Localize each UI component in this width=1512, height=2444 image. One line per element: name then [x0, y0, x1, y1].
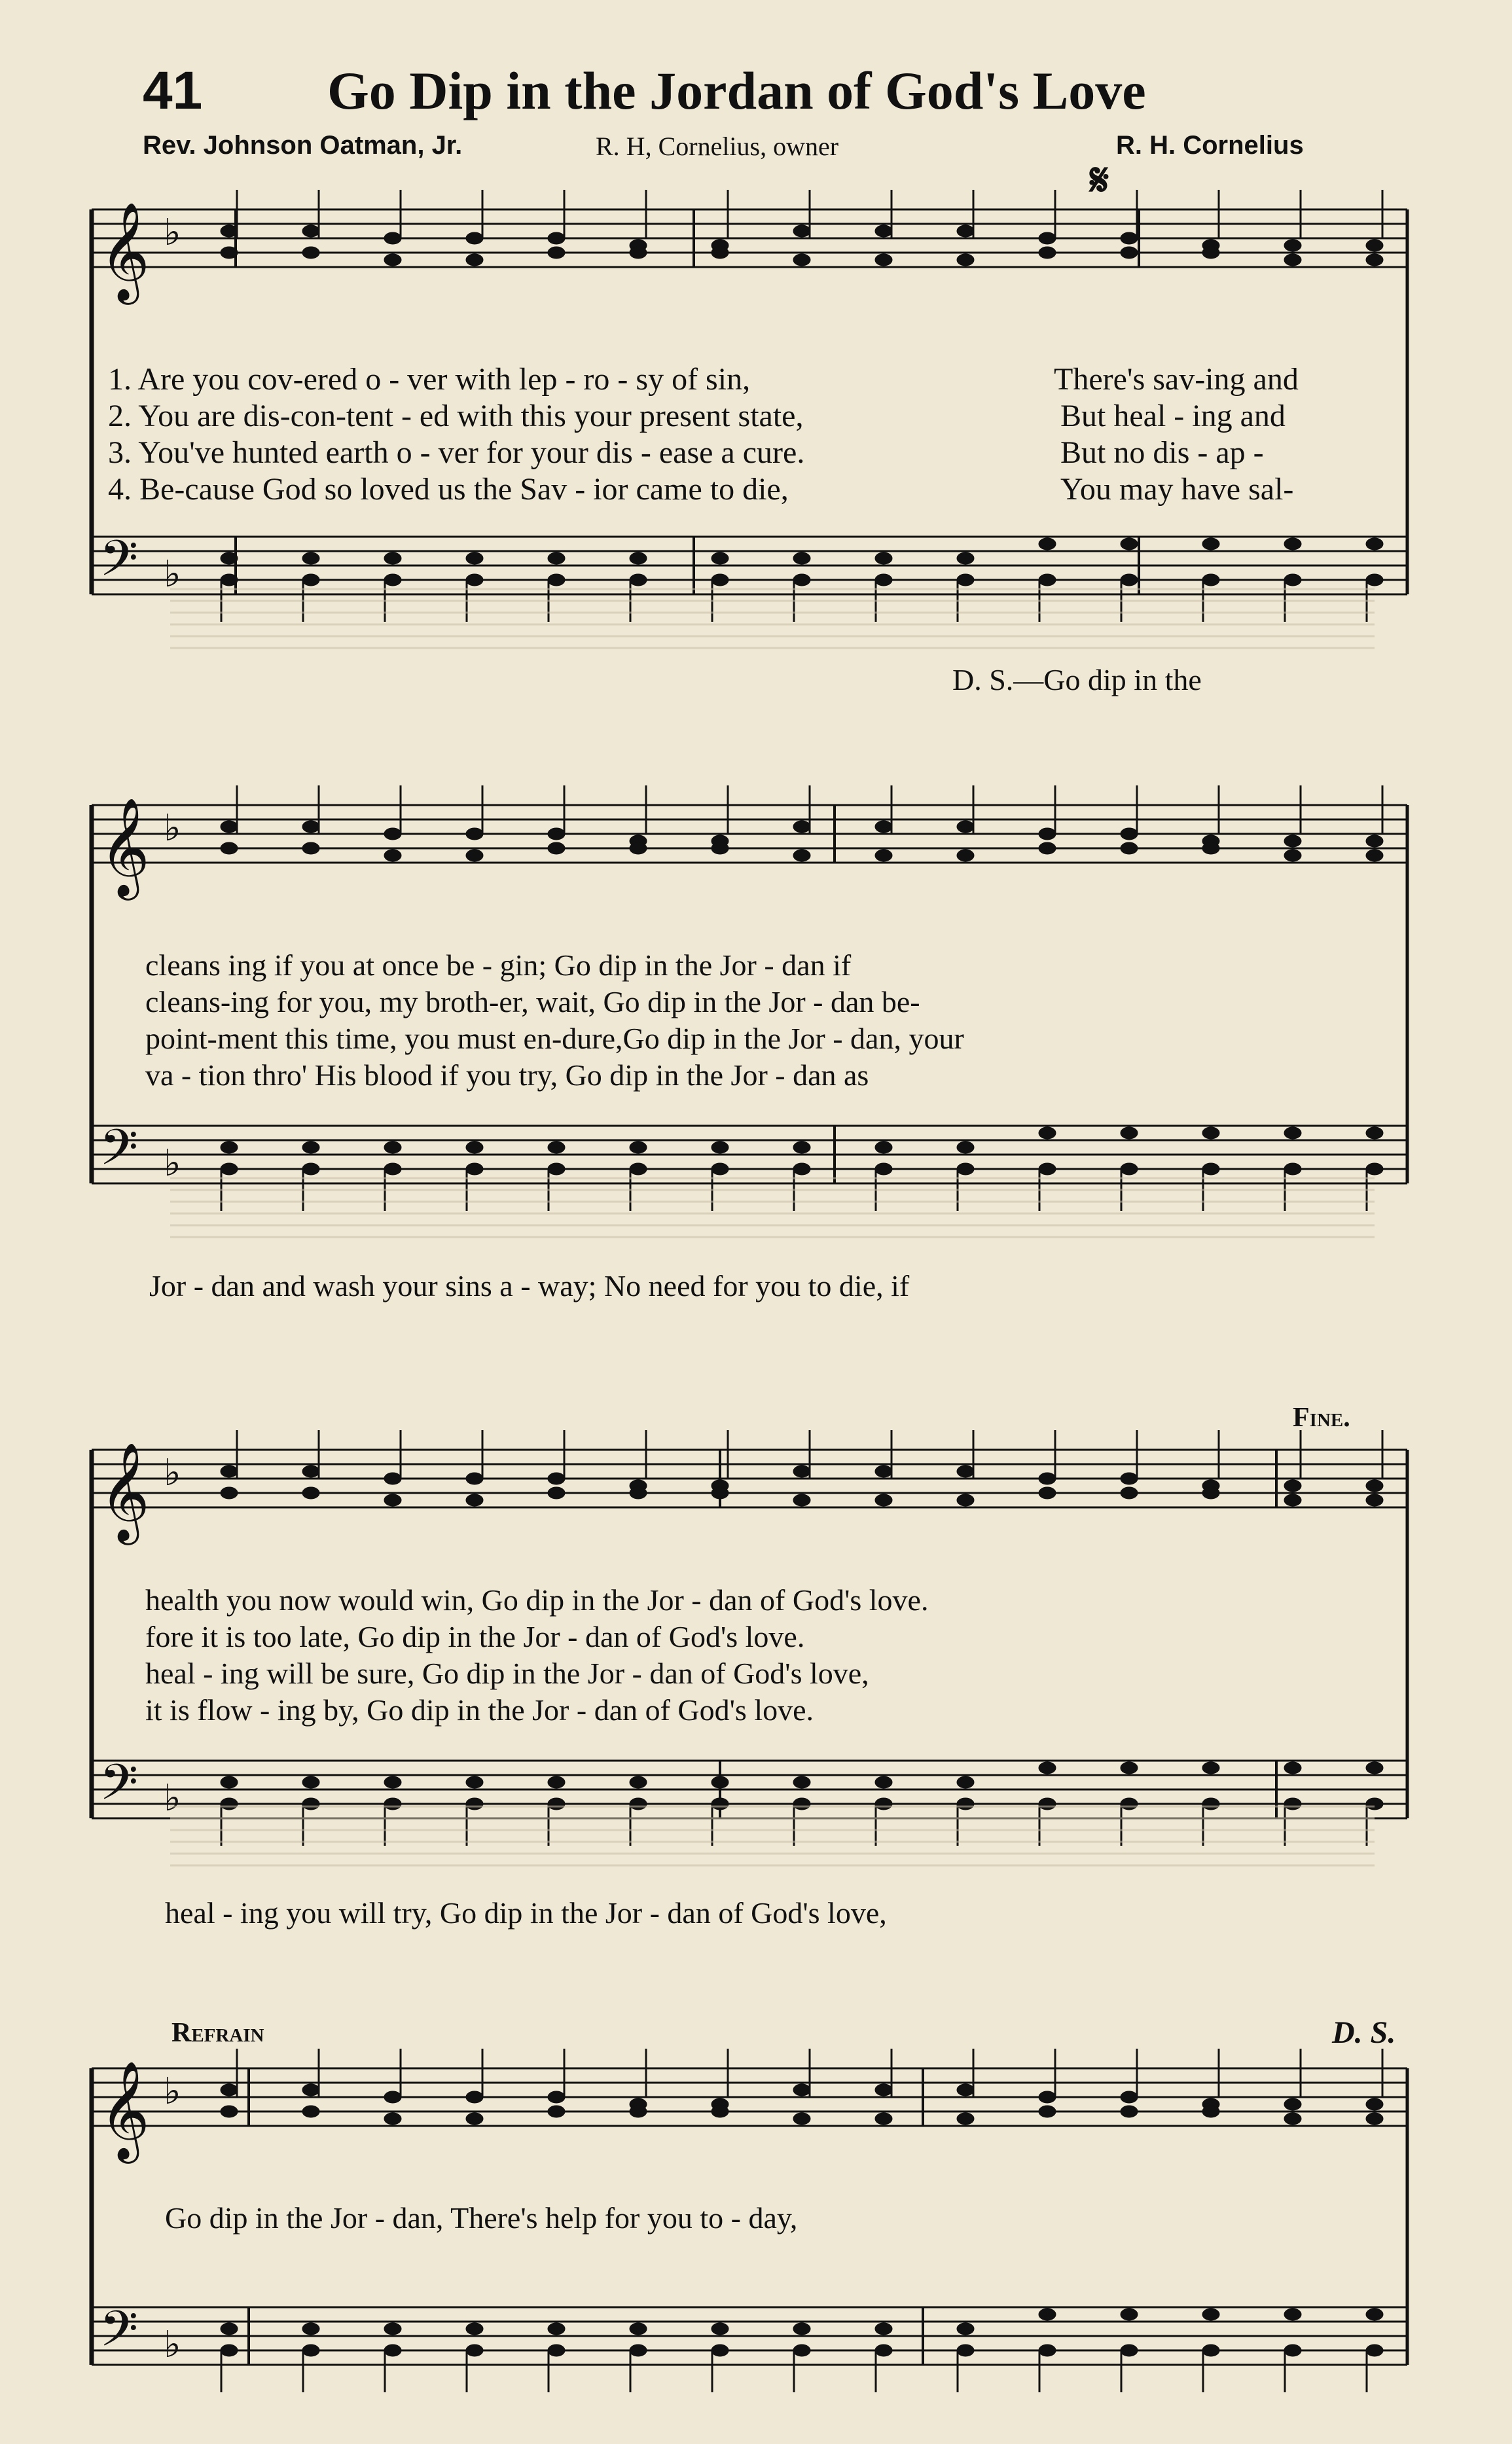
note-head: [466, 2345, 483, 2356]
verse-1-line-2: cleans ing if you at once be - gin; Go dip in the Jor - dan if: [145, 948, 852, 982]
note-head: [302, 1776, 319, 1788]
note-head: [384, 2345, 401, 2356]
segno-sign: 𝄋: [1090, 155, 1109, 205]
note-head: [711, 1487, 729, 1499]
verse-4-line-2: va - tion thro' His blood if you try, Go dip in the Jor - dan as: [145, 1058, 869, 1092]
note-head: [1366, 835, 1383, 847]
note-head: [630, 2323, 647, 2335]
note-head: [221, 842, 238, 854]
note-head: [875, 1776, 892, 1788]
note-head: [875, 1163, 892, 1175]
note-head: [302, 2323, 319, 2335]
note-head: [1366, 2345, 1383, 2356]
note-head: [1039, 2309, 1056, 2320]
ds-mark: D. S.: [1332, 2015, 1396, 2050]
note-head: [875, 1465, 892, 1477]
note-head: [711, 2345, 729, 2356]
note-head: [957, 821, 974, 833]
note-head: [302, 574, 319, 586]
verse-3-line-2: point-ment this time, you must en-dure,Go dip in the Jor - dan, your: [145, 1022, 964, 1055]
note-head: [548, 1798, 565, 1810]
note-head: [1039, 247, 1056, 259]
note-head: [1039, 2106, 1056, 2117]
note-head: [711, 574, 729, 586]
note-head: [1121, 1127, 1138, 1139]
verse-4-line-3: it is flow - ing by, Go dip in the Jor - dan of God's love.: [145, 1693, 814, 1727]
note-head: [1366, 1163, 1383, 1175]
composer-credit: R. H. Cornelius: [1116, 131, 1304, 160]
note-head: [1202, 574, 1219, 586]
treble-clef-2: 𝄞: [99, 797, 150, 896]
note-head: [1366, 1798, 1383, 1810]
bass-lyric-line-3: heal - ing you will try, Go dip in the Jor - dan of God's love,: [165, 1896, 887, 1930]
note-head: [221, 1465, 238, 1477]
note-head: [548, 232, 565, 244]
copyright-owner: R. H, Cornelius, owner: [596, 132, 839, 161]
hymn-number: 41: [143, 61, 203, 120]
note-head: [1121, 538, 1138, 550]
note-head: [793, 254, 810, 266]
note-head: [466, 2323, 483, 2335]
note-head: [466, 574, 483, 586]
note-head: [466, 1163, 483, 1175]
note-head: [793, 574, 810, 586]
note-head: [875, 1141, 892, 1153]
note-head: [957, 1163, 974, 1175]
note-head: [1039, 1127, 1056, 1139]
note-head: [711, 2323, 729, 2335]
note-head: [384, 552, 401, 564]
note-head: [630, 2106, 647, 2117]
note-head: [875, 821, 892, 833]
note-head: [548, 552, 565, 564]
note-head: [630, 842, 647, 854]
note-head: [711, 842, 729, 854]
note-head: [384, 850, 401, 861]
note-head: [1366, 240, 1383, 251]
verse-3-line-3: heal - ing will be sure, Go dip in the Jor - dan of God's love,: [145, 1657, 869, 1690]
note-head: [302, 1487, 319, 1499]
note-head: [1121, 828, 1138, 840]
note-head: [221, 2323, 238, 2335]
note-head: [1366, 2309, 1383, 2320]
note-head: [548, 1487, 565, 1499]
note-head: [793, 2345, 810, 2356]
note-head: [1202, 2309, 1219, 2320]
bass-clef-2: 𝄢: [99, 1119, 139, 1189]
note-head: [1039, 538, 1056, 550]
note-head: [221, 1141, 238, 1153]
key-signature-treble-2: ♭: [164, 807, 181, 850]
note-head: [1202, 1127, 1219, 1139]
bass-clef-4: 𝄢: [99, 2300, 139, 2370]
note-head: [384, 1141, 401, 1153]
note-head: [793, 552, 810, 564]
note-head: [957, 850, 974, 861]
note-head: [1202, 538, 1219, 550]
note-head: [302, 1465, 319, 1477]
note-head: [548, 2323, 565, 2335]
note-head: [793, 821, 810, 833]
note-head: [466, 1473, 483, 1484]
verse-1-line-3: health you now would win, Go dip in the Jor - dan of God's love.: [145, 1583, 929, 1617]
lyric-left: 3. You've hunted earth o - ver for your dis - ease a cure.: [108, 435, 805, 470]
note-head: [875, 225, 892, 237]
note-head: [548, 1141, 565, 1153]
note-head: [1039, 574, 1056, 586]
lyric-left: 2. You are dis-con-tent - ed with this your present state,: [108, 399, 804, 433]
lyric-right: But heal - ing and: [1060, 399, 1286, 433]
note-head: [630, 2345, 647, 2356]
note-head: [1284, 1163, 1301, 1175]
note-head: [630, 1141, 647, 1153]
note-head: [221, 2345, 238, 2356]
key-signature-bass-1: ♭: [164, 553, 181, 596]
key-signature-bass-3: ♭: [164, 1777, 181, 1820]
note-head: [221, 1487, 238, 1499]
note-head: [957, 552, 974, 564]
note-head: [957, 1494, 974, 1506]
note-head: [1284, 1127, 1301, 1139]
note-head: [384, 2113, 401, 2125]
note-head: [384, 2091, 401, 2103]
note-head: [1121, 2106, 1138, 2117]
note-head: [1366, 2098, 1383, 2110]
note-head: [793, 225, 810, 237]
note-head: [711, 2106, 729, 2117]
note-head: [384, 2323, 401, 2335]
lyric-right: There's sav-ing and: [1054, 362, 1299, 397]
note-head: [1284, 835, 1301, 847]
note-head: [548, 1473, 565, 1484]
note-head: [466, 1494, 483, 1506]
note-head: [384, 1798, 401, 1810]
note-head: [630, 1163, 647, 1175]
note-head: [1202, 1487, 1219, 1499]
note-head: [957, 1776, 974, 1788]
note-head: [466, 2113, 483, 2125]
note-head: [1284, 254, 1301, 266]
note-head: [384, 828, 401, 840]
note-head: [1039, 1163, 1056, 1175]
note-head: [875, 552, 892, 564]
note-head: [466, 2091, 483, 2103]
verse-4-line-1: [108, 471, 1417, 508]
note-head: [1121, 842, 1138, 854]
note-head: [1202, 2106, 1219, 2117]
note-head: [1366, 1480, 1383, 1492]
note-head: [875, 574, 892, 586]
note-head: [875, 254, 892, 266]
note-head: [793, 2084, 810, 2096]
lyric-left: 1. Are you cov-ered o - ver with lep - ro - sy of sin,: [108, 362, 751, 397]
note-head: [221, 552, 238, 564]
note-head: [548, 2091, 565, 2103]
note-head: [957, 2113, 974, 2125]
note-head: [548, 574, 565, 586]
note-head: [1121, 1473, 1138, 1484]
note-head: [1366, 850, 1383, 861]
note-head: [221, 1163, 238, 1175]
note-head: [1202, 842, 1219, 854]
note-head: [1039, 2345, 1056, 2356]
note-head: [1039, 1487, 1056, 1499]
note-head: [875, 2323, 892, 2335]
note-head: [302, 821, 319, 833]
note-head: [1284, 538, 1301, 550]
note-head: [466, 552, 483, 564]
note-head: [1284, 2113, 1301, 2125]
note-head: [548, 2106, 565, 2117]
note-head: [957, 1141, 974, 1153]
note-head: [384, 1163, 401, 1175]
note-head: [1366, 1494, 1383, 1506]
note-head: [384, 1473, 401, 1484]
note-head: [957, 1798, 974, 1810]
note-head: [1366, 254, 1383, 266]
treble-clef-1: 𝄞: [99, 201, 150, 300]
note-head: [1121, 2091, 1138, 2103]
note-head: [1121, 232, 1138, 244]
note-head: [1366, 1127, 1383, 1139]
key-signature-treble-4: ♭: [164, 2070, 181, 2113]
note-head: [384, 1494, 401, 1506]
bass-lyric-line-2: Jor - dan and wash your sins a - way; No need for you to die, if: [149, 1269, 910, 1303]
note-head: [1039, 2091, 1056, 2103]
note-head: [221, 247, 238, 259]
lyricist-credit: Rev. Johnson Oatman, Jr.: [143, 131, 463, 160]
note-head: [1121, 2309, 1138, 2320]
note-head: [630, 1776, 647, 1788]
note-head: [630, 1798, 647, 1810]
note-head: [384, 254, 401, 266]
note-head: [1284, 2345, 1301, 2356]
note-head: [793, 1465, 810, 1477]
note-head: [302, 2345, 319, 2356]
note-head: [793, 2113, 810, 2125]
note-head: [302, 225, 319, 237]
note-head: [302, 1163, 319, 1175]
note-head: [302, 552, 319, 564]
note-head: [875, 2084, 892, 2096]
note-head: [466, 1141, 483, 1153]
bass-clef-3: 𝄢: [99, 1753, 139, 1824]
note-head: [1202, 247, 1219, 259]
note-head: [1121, 574, 1138, 586]
note-head: [548, 842, 565, 854]
key-signature-bass-2: ♭: [164, 1142, 181, 1185]
note-head: [548, 1163, 565, 1175]
note-head: [466, 254, 483, 266]
note-head: [1202, 1798, 1219, 1810]
note-head: [302, 1798, 319, 1810]
verse-2-line-2: cleans-ing for you, my broth-er, wait, Go dip in the Jor - dan be-: [145, 985, 920, 1018]
note-head: [1039, 1473, 1056, 1484]
note-head: [1121, 1798, 1138, 1810]
note-head: [221, 574, 238, 586]
note-head: [466, 828, 483, 840]
key-signature-treble-1: ♭: [164, 211, 181, 254]
note-head: [875, 1494, 892, 1506]
note-head: [548, 1776, 565, 1788]
note-head: [302, 842, 319, 854]
note-head: [711, 1798, 729, 1810]
treble-clef-3: 𝄞: [99, 1441, 150, 1541]
note-head: [1039, 1798, 1056, 1810]
note-head: [221, 2084, 238, 2096]
note-head: [875, 2345, 892, 2356]
lyric-right: But no dis - ap -: [1060, 435, 1264, 470]
note-head: [957, 225, 974, 237]
note-head: [875, 850, 892, 861]
note-head: [1039, 1762, 1056, 1774]
note-head: [875, 1798, 892, 1810]
fine-mark: Fine.: [1293, 1403, 1350, 1433]
note-head: [1284, 240, 1301, 251]
note-head: [793, 1163, 810, 1175]
note-head: [466, 1776, 483, 1788]
note-head: [793, 2323, 810, 2335]
lyric-left: 4. Be-cause God so loved us the Sav - ior came to die,: [108, 472, 789, 507]
refrain-lyric-line: Go dip in the Jor - dan, There's help for you to - day,: [165, 2201, 798, 2235]
note-head: [1121, 1487, 1138, 1499]
note-head: [221, 225, 238, 237]
note-head: [384, 1776, 401, 1788]
note-head: [1121, 1762, 1138, 1774]
note-head: [711, 552, 729, 564]
note-head: [1202, 1163, 1219, 1175]
note-head: [1284, 1798, 1301, 1810]
note-head: [793, 850, 810, 861]
note-head: [1202, 1762, 1219, 1774]
note-head: [1039, 828, 1056, 840]
note-head: [466, 1798, 483, 1810]
note-head: [630, 552, 647, 564]
note-head: [384, 574, 401, 586]
note-head: [1284, 1494, 1301, 1506]
note-head: [711, 1163, 729, 1175]
note-head: [1366, 574, 1383, 586]
ds-al-segno-text: D. S.—Go dip in the: [952, 663, 1202, 696]
note-head: [221, 821, 238, 833]
verse-2-line-3: fore it is too late, Go dip in the Jor - dan of God's love.: [145, 1620, 805, 1653]
note-head: [1366, 2113, 1383, 2125]
note-head: [302, 2106, 319, 2117]
note-head: [957, 1465, 974, 1477]
note-head: [1284, 2309, 1301, 2320]
note-head: [630, 1487, 647, 1499]
hymn-title: Go Dip in the Jordan of God's Love: [327, 61, 1146, 120]
note-head: [1284, 1480, 1301, 1492]
note-head: [793, 1798, 810, 1810]
note-head: [793, 1494, 810, 1506]
note-head: [1202, 2345, 1219, 2356]
note-head: [384, 232, 401, 244]
note-head: [793, 1141, 810, 1153]
note-head: [711, 1141, 729, 1153]
note-head: [221, 1798, 238, 1810]
note-head: [630, 247, 647, 259]
key-signature-bass-4: ♭: [164, 2324, 181, 2366]
note-head: [957, 2084, 974, 2096]
verse-3-line-1: [108, 435, 1417, 471]
note-head: [630, 574, 647, 586]
note-head: [302, 247, 319, 259]
note-head: [957, 254, 974, 266]
note-head: [1284, 574, 1301, 586]
note-head: [221, 2106, 238, 2117]
verse-1-line-1: [108, 361, 1417, 398]
note-head: [1121, 2345, 1138, 2356]
note-head: [1284, 2098, 1301, 2110]
note-head: [957, 2345, 974, 2356]
note-head: [793, 1776, 810, 1788]
note-head: [957, 574, 974, 586]
note-head: [957, 2323, 974, 2335]
note-head: [1121, 247, 1138, 259]
note-head: [302, 2084, 319, 2096]
bass-clef-1: 𝄢: [99, 530, 139, 600]
note-head: [1039, 232, 1056, 244]
note-head: [302, 1141, 319, 1153]
verse-2-line-1: [108, 398, 1417, 435]
lyric-right: You may have sal-: [1060, 472, 1294, 507]
note-head: [221, 1776, 238, 1788]
note-head: [1039, 842, 1056, 854]
note-head: [875, 2113, 892, 2125]
note-head: [1366, 1762, 1383, 1774]
note-head: [466, 850, 483, 861]
note-head: [1284, 850, 1301, 861]
note-head: [548, 828, 565, 840]
note-head: [466, 232, 483, 244]
note-head: [1121, 1163, 1138, 1175]
key-signature-treble-3: ♭: [164, 1452, 181, 1494]
note-head: [1366, 538, 1383, 550]
refrain-heading: Refrain: [171, 2018, 264, 2048]
note-head: [711, 1776, 729, 1788]
note-head: [548, 247, 565, 259]
note-head: [548, 2345, 565, 2356]
note-head: [711, 247, 729, 259]
treble-clef-4: 𝄞: [99, 2060, 150, 2159]
note-head: [1284, 1762, 1301, 1774]
